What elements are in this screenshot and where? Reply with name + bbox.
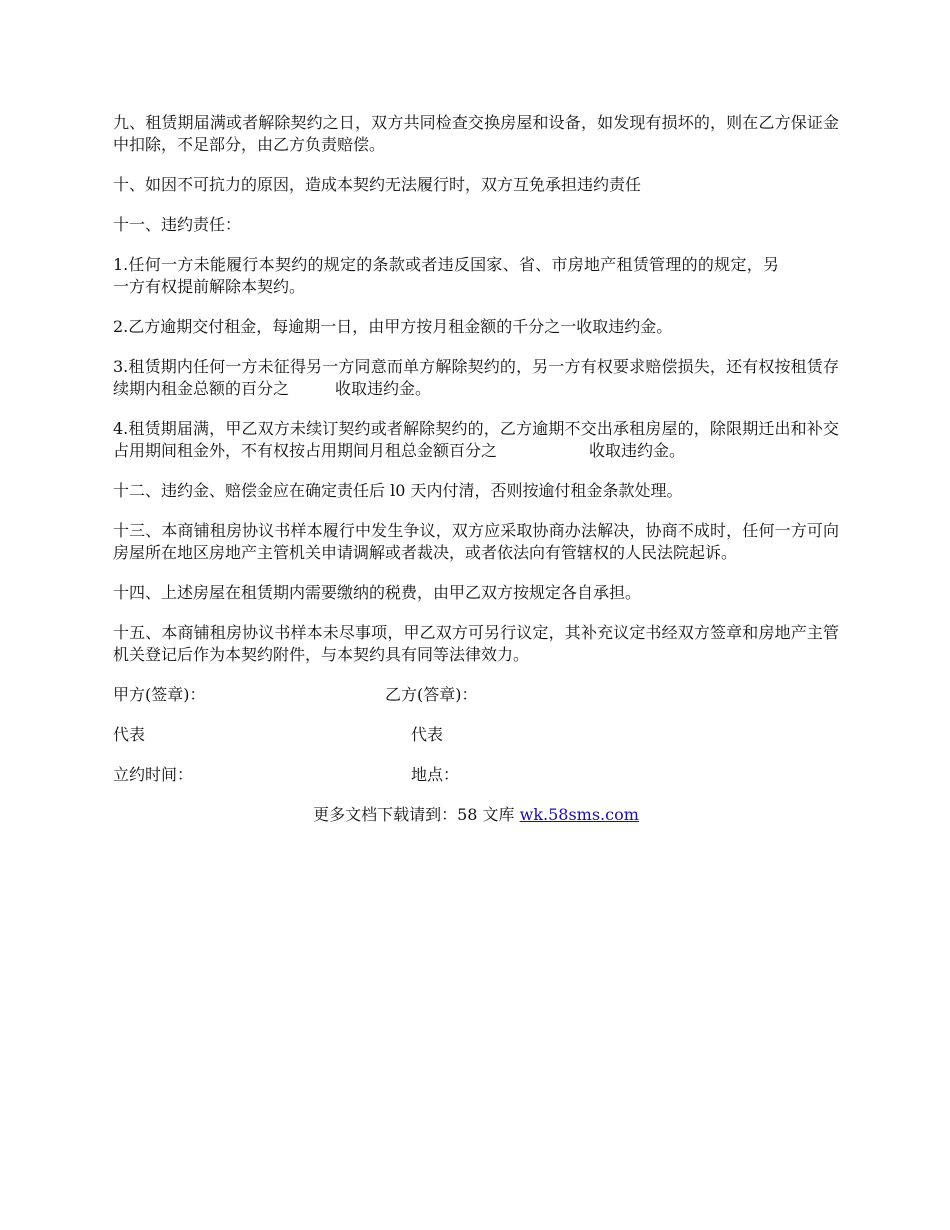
party-b-signature: 乙方(答章)： (385, 685, 478, 704)
signing-date-label: 立约时间： (113, 765, 194, 784)
clause-11-item-1: 1.任何一方未能履行本契约的规定的条款或者违反国家、省、市房地产租赁管理的的规定，另一方有权提前解除本契约。 (113, 255, 779, 296)
clause-15: 十五、本商铺租房协议书样本未尽事项，甲乙双方可另行议定，其补充议定书经双方签章和房地产主管机关登记后作为本契约附件，与本契约具有同等法律效力。 (113, 623, 839, 664)
signature-row (113, 684, 839, 706)
clause-11-item-4-text: 4.租赁期届满，甲乙双方未续订契约或者解除契约的，乙方逾期不交出承租房屋的，除限期迁出和补交占用期间租金外，不有权按占用期间月租总金额百分之 (113, 419, 839, 460)
clause-11-item-3-tail: 收取违约金。 (335, 379, 432, 398)
clause-11-item-4-tail: 收取违约金。 (589, 441, 686, 460)
clause-11-item-3-text: 3.租赁期内任何一方未征得另一方同意而单方解除契约的，另一方有权要求赔偿损失，还有权按租赁存续期内租金总额的百分之 (113, 357, 839, 398)
clause-10: 十、如因不可抗力的原因，造成本契约无法履行时，双方互免承担违约责任 (113, 175, 642, 194)
download-footer (113, 804, 839, 826)
party-b-representative: 代表 (411, 725, 444, 744)
clause-11-item-3 (113, 356, 839, 400)
representative-row (113, 724, 839, 746)
clause-13: 十三、本商铺租房协议书样本履行中发生争议，双方应采取协商办法解决，协商不成时，任何一方可向房屋所在地区房地产主管机关申请调解或者裁决，或者依法向有管辖权的人民法院起诉。 (113, 521, 839, 562)
footer-text: 更多文档下载请到：58 文库 (313, 805, 520, 824)
footer-link[interactable]: wk.58sms.com (519, 805, 639, 824)
date-place-row (113, 764, 839, 786)
clause-11-heading: 十一、违约责任： (113, 215, 242, 234)
clause-12: 十二、违约金、赔偿金应在确定责任后 l0 天内付清，否则按逾付租金条款处理。 (113, 481, 683, 500)
clause-9: 九、租赁期届满或者解除契约之日，双方共同检查交换房屋和设备，如发现有损坏的，则在乙方保证金中扣除，不足部分，由乙方负责赔偿。 (113, 113, 839, 154)
clause-14: 十四、上述房屋在租赁期内需要缴纳的税费，由甲乙双方按规定各自承担。 (113, 583, 642, 602)
party-a-representative: 代表 (113, 725, 146, 744)
party-a-signature: 甲方(签章)： (113, 685, 206, 704)
clause-11-item-2: 2.乙方逾期交付租金，每逾期一日，由甲方按月租金额的千分之一收取违约金。 (113, 317, 673, 336)
document-page (113, 112, 839, 826)
clause-11-item-4 (113, 418, 839, 462)
signing-place-label: 地点： (411, 765, 460, 784)
